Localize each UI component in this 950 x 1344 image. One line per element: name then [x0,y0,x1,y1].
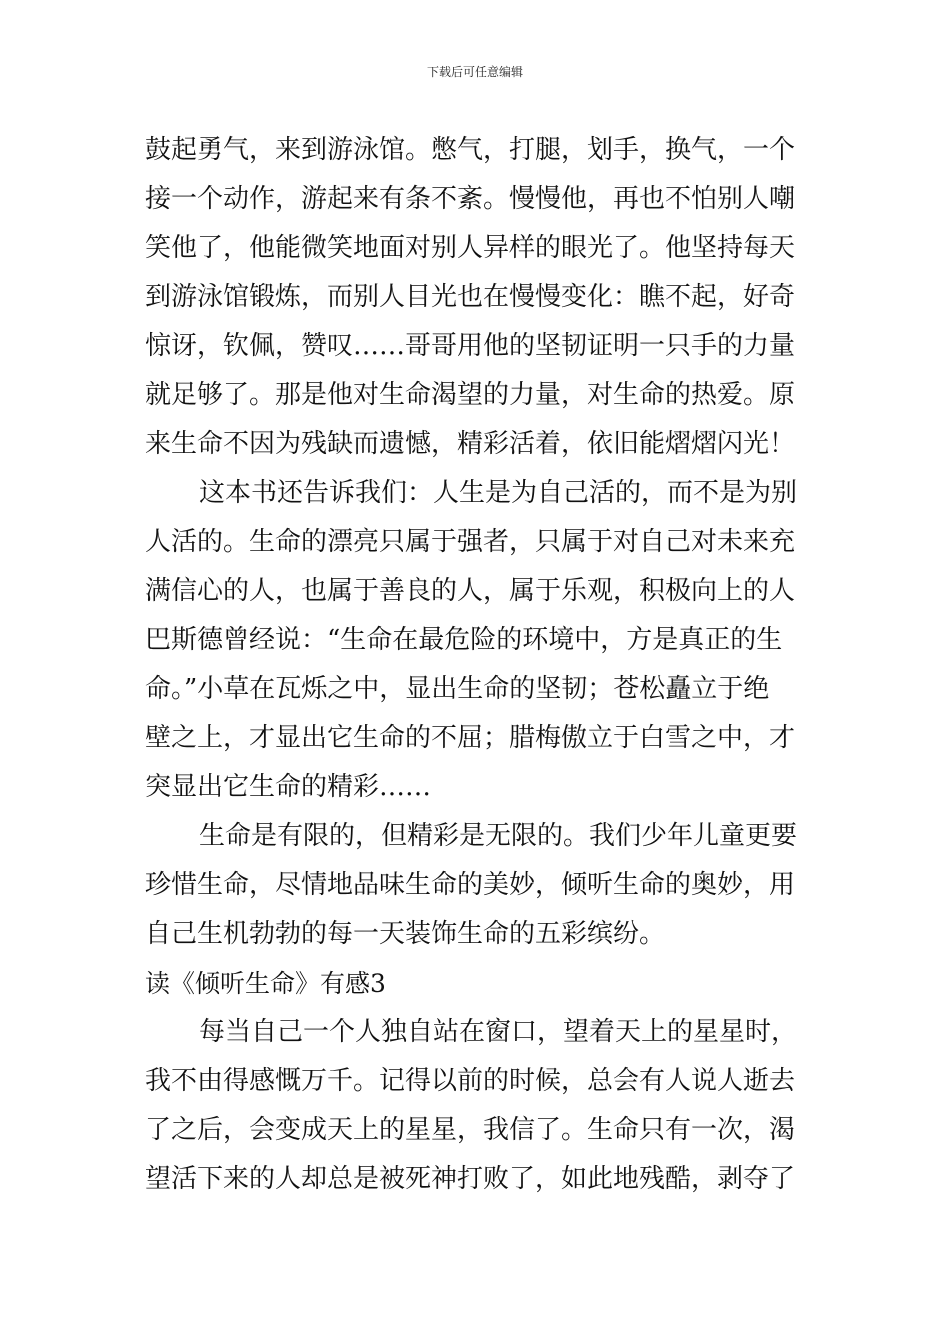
text-line: 笑他了，他能微笑地面对别人异样的眼光了。他坚持每天 [145,233,796,263]
text-line: 就足够了。那是他对生命渴望的力量，对生命的热爱。原 [145,380,796,410]
text-line: 惊讶，钦佩，赞叹……哥哥用他的坚韧证明一只手的力量 [145,331,796,361]
paragraph-first-line: 每当自己一个人独自站在窗口，望着天上的星星时， [199,1017,798,1047]
text-line: 自己生机勃勃的每一天装饰生命的五彩缤纷。 [145,919,666,949]
text-line: 我不由得感慨万千。记得以前的时候，总会有人说人逝去 [145,1066,796,1096]
text-line: 望活下来的人却总是被死神打败了，如此地残酷，剥夺了 [145,1164,796,1194]
text-line: 到游泳馆锻炼，而别人目光也在慢慢变化：瞧不起，好奇 [145,282,796,312]
text-line: 突显出它生命的精彩…… [145,772,432,802]
text-line: 命。”小草在瓦烁之中，显出生命的坚韧；苍松矗立于绝 [145,674,770,704]
text-line: 壁之上，才显出它生命的不屈；腊梅傲立于白雪之中，才 [145,723,796,753]
text-line: 了之后，会变成天上的星星，我信了。生命只有一次，渴 [145,1115,796,1145]
paragraph-first-line: 这本书还告诉我们：人生是为自己活的，而不是为别 [199,478,798,508]
page-header-note: 下载后可任意编辑 [426,65,523,79]
text-line: 人活的。生命的漂亮只属于强者，只属于对自己对未来充 [145,527,796,557]
text-line: 满信心的人，也属于善良的人，属于乐观，积极向上的人 [145,576,796,606]
text-line: 来生命不因为残缺而遗憾，精彩活着，依旧能熠熠闪光！ [145,429,796,459]
paragraph-first-line: 生命是有限的，但精彩是无限的。我们少年儿童更要 [199,821,798,851]
section-heading: 读《倾听生命》有感3 [145,969,386,998]
text-line: 鼓起勇气，来到游泳馆。憋气，打腿，划手，换气，一个 [145,135,796,165]
document-body [145,126,810,1204]
text-line: 接一个动作，游起来有条不紊。慢慢他，再也不怕别人嘲 [145,184,796,214]
text-line: 珍惜生命，尽情地品味生命的美妙，倾听生命的奥妙，用 [145,870,796,900]
text-line: 巴斯德曾经说：“生命在最危险的环境中，方是真正的生 [145,625,783,655]
